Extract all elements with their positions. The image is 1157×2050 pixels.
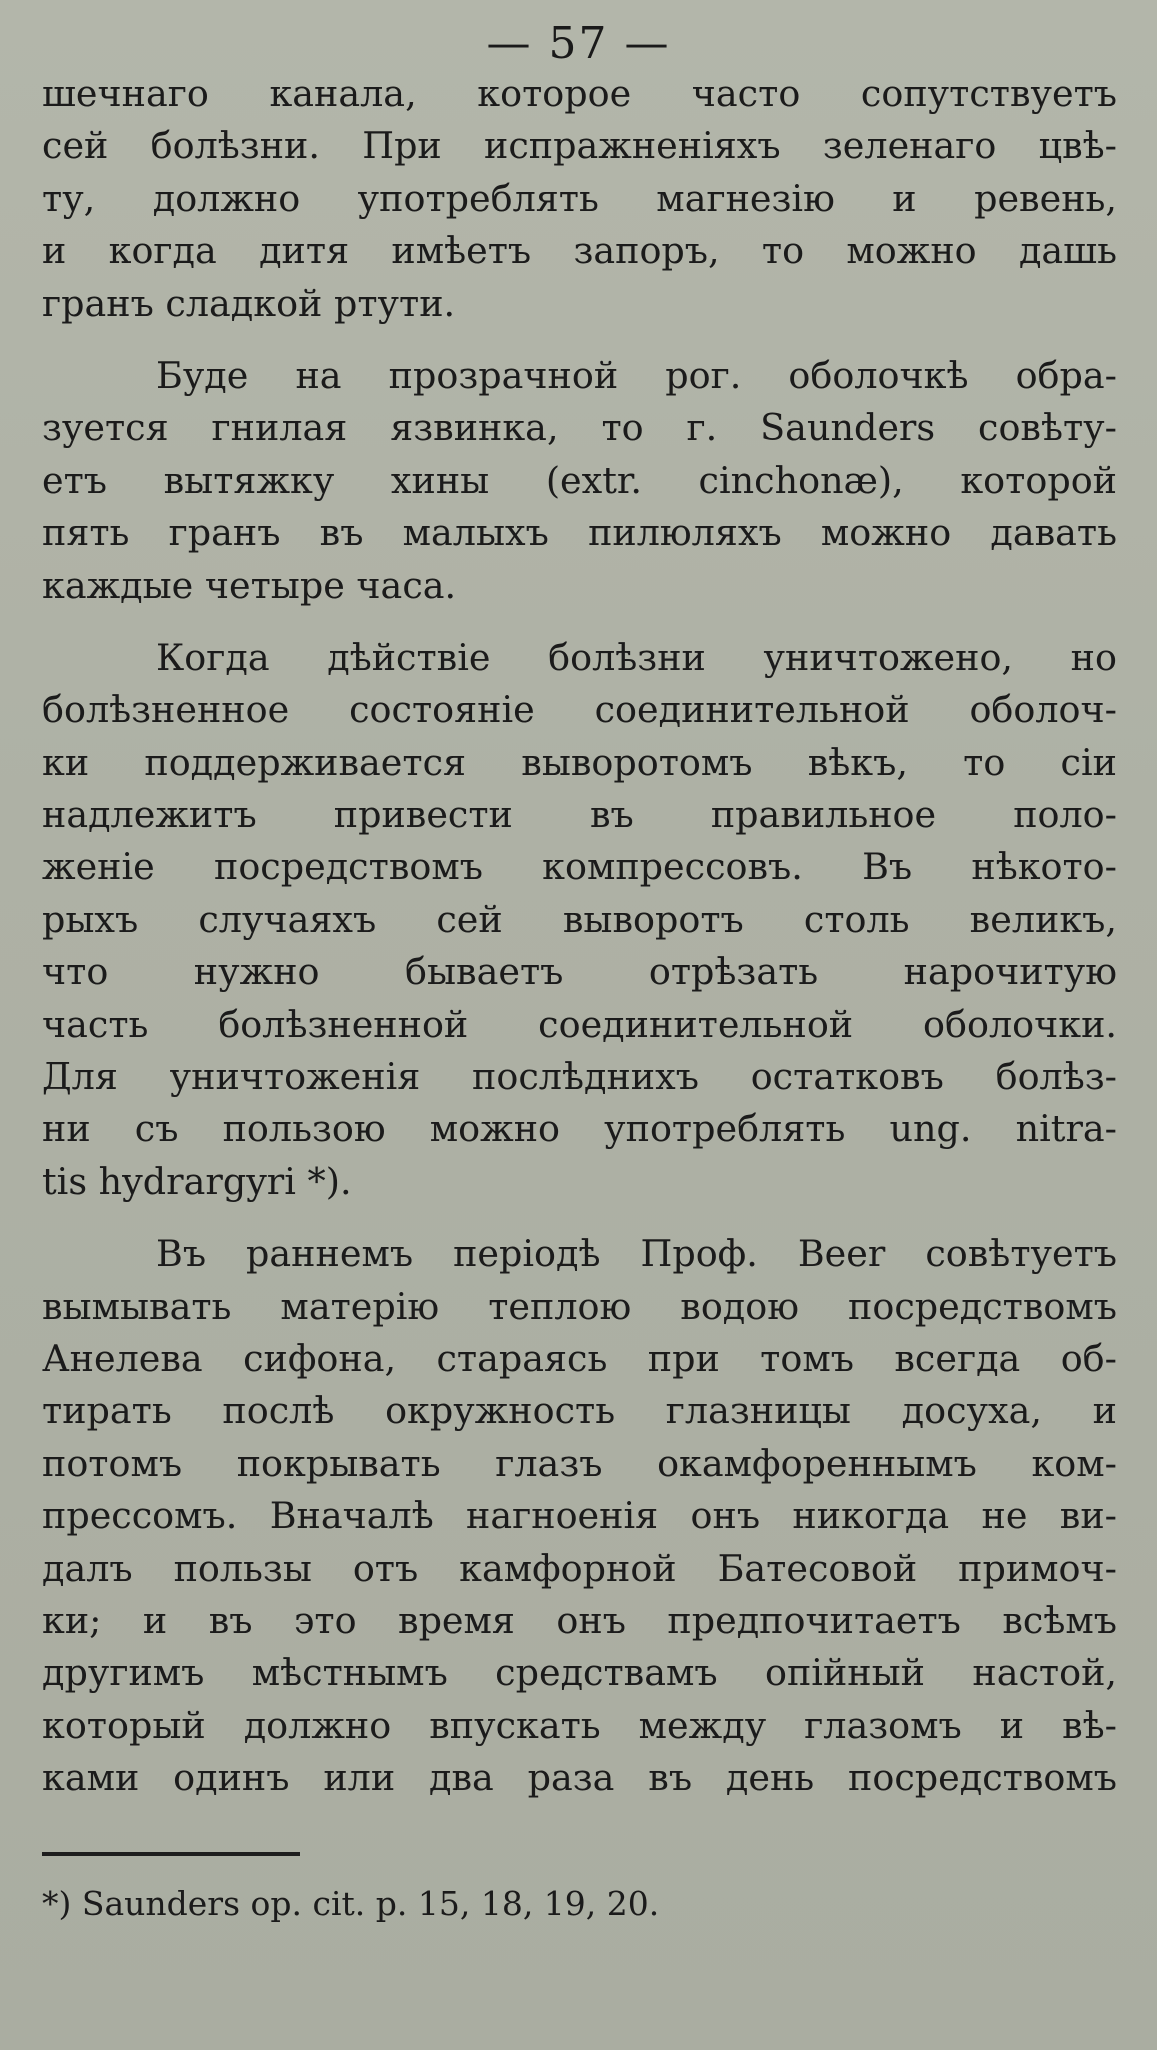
- text-line: надлежитъ привести въ правильное поло-: [42, 793, 1117, 837]
- text-line: tis hydrargyri *).: [42, 1159, 352, 1203]
- text-line: ту, должно употреблять магнезію и ревень,: [42, 176, 1117, 220]
- text-line: болѣзненное состояніе соединительной оболоч-: [42, 688, 1117, 732]
- footnote-divider: [42, 1852, 300, 1856]
- text-line: ками одинъ или два раза въ день посредствомъ: [42, 1756, 1117, 1800]
- text-line: зуется гнилая язвинка, то г. Saunders совѣту-: [42, 406, 1117, 450]
- text-line: ки поддерживается выворотомъ вѣкъ, то сіи: [42, 740, 1117, 784]
- body-text: [42, 68, 1117, 1805]
- text-line: Для уничтоженія послѣднихъ остатковъ болѣз-: [42, 1055, 1117, 1099]
- paragraph-gap: [42, 1208, 1117, 1228]
- text-line: сей болѣзни. При испражненіяхъ зеленаго цвѣ-: [42, 124, 1117, 168]
- text-line: пять гранъ въ малыхъ пилюляхъ можно давать: [42, 511, 1117, 555]
- text-line: женіе посредствомъ компрессовъ. Въ нѣкото-: [42, 845, 1117, 889]
- text-line: что нужно бываетъ отрѣзать нарочитую: [42, 950, 1117, 994]
- text-line: и когда дитя имѣетъ запоръ, то можно дашь: [42, 229, 1117, 273]
- text-line: рыхъ случаяхъ сей выворотъ столь великъ,: [42, 897, 1117, 941]
- paragraph-1: [42, 68, 1117, 330]
- text-line: гранъ сладкой ртути.: [42, 281, 456, 325]
- text-line: прессомъ. Вначалѣ нагноенія онъ никогда не ви-: [42, 1494, 1117, 1538]
- text-line: который должно впускать между глазомъ и вѣ-: [42, 1703, 1117, 1747]
- text-line: Анелева сифона, стараясь при томъ всегда об-: [42, 1336, 1117, 1380]
- paragraph-gap: [42, 612, 1117, 632]
- text-line: вымывать матерію теплою водою посредствомъ: [42, 1284, 1117, 1328]
- text-line: другимъ мѣстнымъ средствамъ опійный настой,: [42, 1651, 1117, 1695]
- text-line: далъ пользы отъ камфорной Батесовой примоч-: [42, 1546, 1117, 1590]
- page-number: — 57 —: [486, 18, 671, 69]
- paragraph-2: [42, 350, 1117, 612]
- text-line: Въ раннемъ періодѣ Проф. Beer совѣтуетъ: [156, 1232, 1117, 1276]
- text-line: тирать послѣ окружность глазницы досуха, и: [42, 1389, 1117, 1433]
- paragraph-gap: [42, 330, 1117, 350]
- text-line: ки; и въ это время онъ предпочитаетъ всѣмъ: [42, 1598, 1117, 1642]
- text-line: часть болѣзненной соединительной оболочки.: [42, 1002, 1117, 1046]
- text-line: шечнаго канала, которое часто сопутствуетъ: [42, 72, 1117, 115]
- text-line: Когда дѣйствіе болѣзни уничтожено, но: [156, 635, 1117, 679]
- text-line: Буде на прозрачной рог. оболочкѣ обра-: [156, 353, 1117, 397]
- text-line: каждые четыре часа.: [42, 563, 457, 607]
- text-line: потомъ покрывать глазъ окамфореннымъ ком-: [42, 1441, 1117, 1485]
- text-line: етъ вытяжку хины (extr. cinchonæ), которой: [42, 458, 1117, 502]
- paragraph-3: [42, 632, 1117, 1208]
- footnote: *) Saunders op. cit. p. 15, 18, 19, 20.: [42, 1884, 660, 1923]
- paragraph-4: [42, 1228, 1117, 1804]
- text-line: ни съ пользою можно употреблять ung. nitra-: [42, 1107, 1117, 1151]
